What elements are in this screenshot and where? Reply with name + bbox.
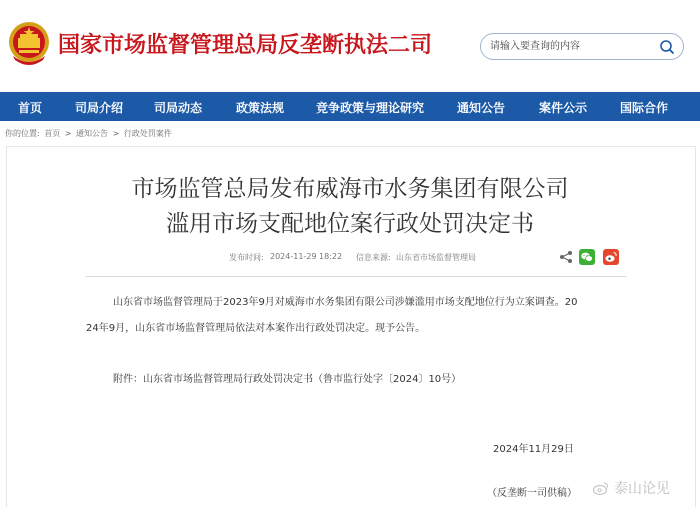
attachment-link[interactable]: 附件：山东省市场监督管理局行政处罚决定书（鲁市监行处字〔2024〕10号）: [113, 374, 462, 385]
meta-divider: [86, 276, 626, 277]
search-box[interactable]: [480, 33, 684, 60]
article-title-line2: 滥用市场支配地位案行政处罚决定书: [166, 211, 534, 237]
main-nav: [0, 92, 700, 121]
article-paragraph-line2: 24年9月，山东省市场监督管理局依法对本案作出行政处罚决定。现予公告。: [86, 323, 426, 334]
breadcrumb: [5, 128, 174, 139]
nav-item-home[interactable]: 首页: [18, 101, 43, 115]
breadcrumb-label: 你的位置:: [5, 129, 40, 138]
publish-time: 2024-11-29 18:22: [270, 252, 343, 261]
search-icon[interactable]: [659, 39, 675, 55]
article-contributor: （反垄断一司供稿）: [487, 488, 577, 499]
nav-item-policies[interactable]: 政策法规: [236, 101, 285, 115]
site-header: [0, 0, 700, 92]
source-value: 山东省市场监督管理局: [396, 253, 476, 262]
national-emblem-icon[interactable]: [7, 20, 51, 68]
nav-item-news[interactable]: 司局动态: [154, 101, 203, 115]
breadcrumb-separator: >: [64, 129, 72, 138]
site-title[interactable]: 国家市场监督管理总局反垄断执法二司: [58, 33, 433, 58]
search-input[interactable]: [490, 37, 655, 56]
weibo-icon[interactable]: [603, 249, 619, 265]
breadcrumb-separator: >: [112, 129, 120, 138]
nav-item-about[interactable]: 司局介绍: [75, 101, 124, 115]
share-icon[interactable]: [559, 250, 573, 264]
article-paragraph-line1: 山东省市场监督管理局于2023年9月对威海市水务集团有限公司涉嫌滥用市场支配地位行为立案调查。20: [113, 297, 578, 308]
breadcrumb-cases[interactable]: 行政处罚案件: [123, 129, 172, 138]
breadcrumb-home[interactable]: 首页: [44, 129, 61, 138]
publish-label: 发布时间:: [229, 253, 264, 262]
weibo-watermark-icon: [592, 480, 610, 496]
article-title-line1: 市场监管总局发布威海市水务集团有限公司: [131, 176, 569, 202]
nav-item-research[interactable]: 竞争政策与理论研究: [316, 101, 425, 115]
nav-item-international[interactable]: 国际合作: [620, 101, 669, 115]
watermark-text: 泰山论见: [614, 481, 670, 497]
nav-item-notices[interactable]: 通知公告: [457, 101, 506, 115]
article-date: 2024年11月29日: [493, 444, 574, 455]
source-label: 信息来源:: [356, 253, 391, 262]
wechat-icon[interactable]: [579, 249, 595, 265]
nav-item-cases[interactable]: 案件公示: [539, 101, 588, 115]
breadcrumb-notices[interactable]: 通知公告: [76, 129, 109, 138]
